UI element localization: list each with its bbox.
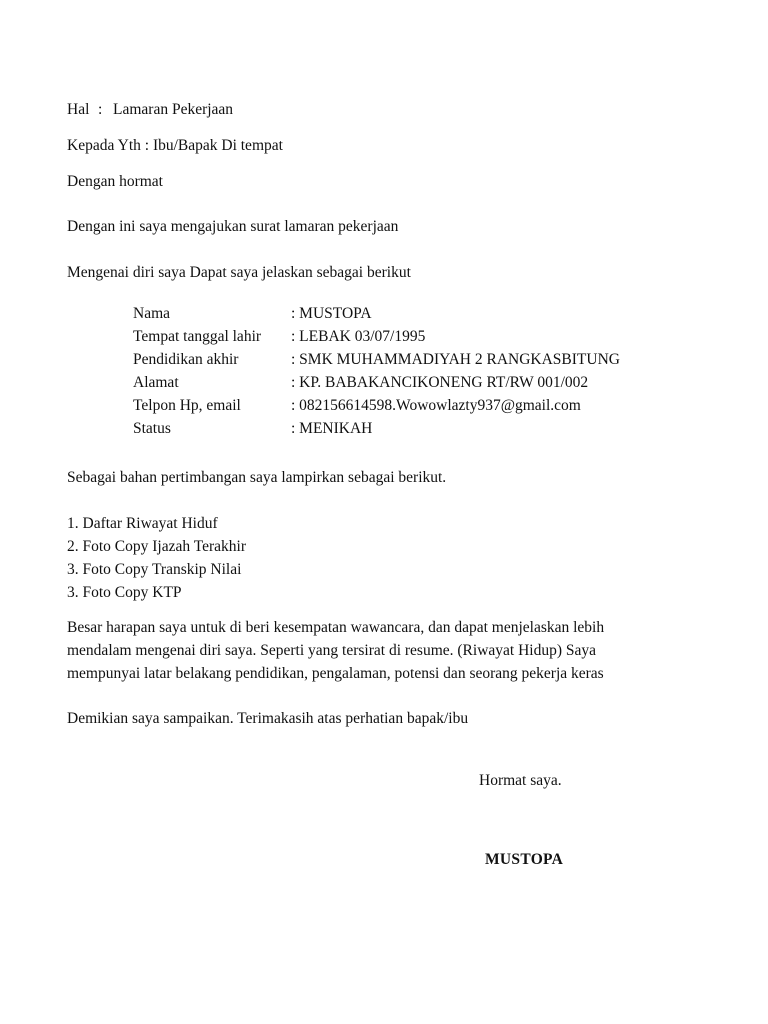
body-paragraph-line: mendalam mengenai diri saya. Seperti yang tersirat di resume. (Riwayat Hidup) Saya <box>67 642 596 659</box>
detail-value-status: : MENIKAH <box>291 420 373 437</box>
detail-label-nama: Nama <box>133 305 171 322</box>
body-paragraph-line: Besar harapan saya untuk di beri kesempatan wawancara, dan dapat menjelaskan lebih <box>67 619 605 636</box>
signature-name: MUSTOPA <box>485 851 564 868</box>
subject-separator: : <box>98 101 103 118</box>
details-intro-line: Mengenai diri saya Dapat saya jelaskan sebagai berikut <box>67 264 411 281</box>
attachment-item: 1. Daftar Riwayat Hiduf <box>67 515 218 532</box>
detail-value-nama: : MUSTOPA <box>291 305 372 322</box>
intro-line: Dengan ini saya mengajukan surat lamaran pekerjaan <box>67 218 399 235</box>
body-paragraph-line: mempunyai latar belakang pendidikan, pengalaman, potensi dan seorang pekerja keras <box>67 665 604 682</box>
greeting-line: Dengan hormat <box>67 173 163 190</box>
sign-off: Hormat saya. <box>479 772 562 789</box>
recipient-line: Kepada Yth : Ibu/Bapak Di tempat <box>67 137 283 154</box>
detail-label-status: Status <box>133 420 171 437</box>
detail-value-ttl: : LEBAK 03/07/1995 <box>291 328 426 345</box>
detail-value-alamat: : KP. BABAKANCIKONENG RT/RW 001/002 <box>291 374 589 391</box>
detail-value-pendidikan: : SMK MUHAMMADIYAH 2 RANGKASBITUNG <box>291 351 620 368</box>
detail-value-telpon: : 082156614598.Wowowlazty937@gmail.com <box>291 397 581 414</box>
detail-label-pendidikan: Pendidikan akhir <box>133 351 239 368</box>
attachments-intro-line: Sebagai bahan pertimbangan saya lampirkan sebagai berikut. <box>67 469 447 486</box>
closing-sentence: Demikian saya sampaikan. Terimakasih atas perhatian bapak/ibu <box>67 710 469 727</box>
attachment-item: 3. Foto Copy Transkip Nilai <box>67 561 242 578</box>
subject-label: Hal <box>67 101 90 118</box>
detail-label-alamat: Alamat <box>133 374 179 391</box>
detail-label-telpon: Telpon Hp, email <box>133 397 241 414</box>
attachment-item: 2. Foto Copy Ijazah Terakhir <box>67 538 246 555</box>
detail-label-ttl: Tempat tanggal lahir <box>133 328 262 345</box>
attachment-item: 3. Foto Copy KTP <box>67 584 182 601</box>
subject-value: Lamaran Pekerjaan <box>113 101 234 118</box>
